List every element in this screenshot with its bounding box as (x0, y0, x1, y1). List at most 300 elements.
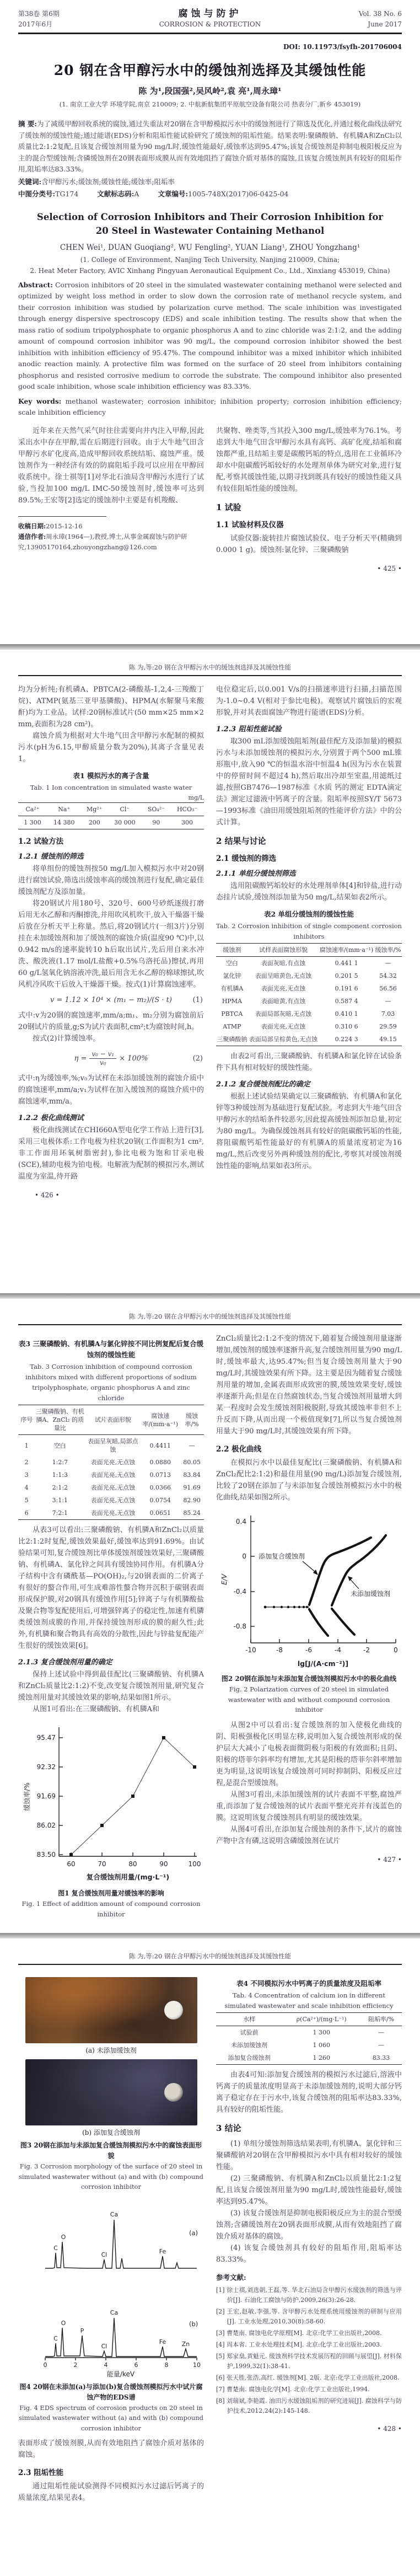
y-tick-label: 91.69 (36, 1792, 56, 1800)
data-point (193, 1765, 196, 1769)
screen-intro-paragraph: 选用阻碳酸钙垢较好的水处理剂单体[4]和锌盐,进行动态挂片试验,缓蚀剂添加量为50 mg/L,结果如表2所示。 (216, 882, 402, 902)
section-1-2-2-heading: 1.2.2 极化曲线测试 (18, 1114, 84, 1122)
references-heading: 参考文献: (216, 2273, 246, 2282)
cell: 83.33 (360, 2052, 402, 2065)
cell: 1 060 (313, 2042, 330, 2049)
journal-volume-en (308, 9, 402, 30)
reference-item: [8] 刘瑞斌,李艳霞. 油田污水缓蚀阻垢剂的研究进展[J]. 腐蚀科学与防护技术,2012,24(2):145-148. (216, 2397, 402, 2414)
footnote-rule (18, 516, 106, 517)
cell: 1:1:3 (52, 1471, 68, 1479)
cell: 80.05 (183, 1459, 201, 1466)
x-tick-label: 90 (159, 1860, 168, 1868)
cell: 添加复合缓蚀剂 (216, 2052, 282, 2065)
fig4-analysis-paragraph-2: 表面形成了缓蚀剂膜,从而有效地阻挡了腐蚀介质对基体的腐蚀。 (18, 2439, 204, 2459)
figure-1-caption-cn: 图1 复合缓蚀剂用量对缓蚀率的影响 (58, 1889, 164, 1897)
x-tick-label: 0 (394, 1646, 398, 1654)
table-row (216, 995, 402, 1008)
cell: 表面灰暗,有点蚀 (261, 960, 306, 967)
table-4-title: 表4 不同模拟污水中钙离子的质量浓度及阻垢率 (236, 1979, 382, 1988)
header-rule (18, 33, 402, 34)
panel-label-a: (a) (189, 2229, 198, 2237)
arrow-head (348, 1576, 353, 1581)
equation-2-fraction (89, 1050, 116, 1067)
table-header-row (18, 1405, 204, 1435)
x-tick-label: 8 (164, 2361, 168, 2369)
coupon-hole (164, 2083, 183, 2102)
x-tick-label: 80 (128, 1860, 137, 1868)
section-1-2-3-heading: 1.2.3 阻垢性能试验 (216, 725, 282, 733)
table-3-header: 序号 (18, 1405, 35, 1435)
fig4-analysis-paragraph-1: 从图4可看出,在添加复合缓蚀剂的条件下,试片的腐蚀产物中含有磷,这说明含磷缓蚀剂在试片 (216, 1825, 402, 1845)
reference-item: [4] 周本省. 工业水处理技术[M]. 北京:化学工业出版社,2003. (216, 2341, 382, 2348)
section-1-1-heading: 1.1 试验材料及仪器 (216, 520, 284, 529)
y-tick-label: 86.02 (36, 1822, 56, 1829)
equation-2-lhs: η = (74, 1054, 87, 1063)
screening-paragraph-2: 将20钢试片用180号、320号、600号砂纸逐级打磨后用无水乙醇和丙酮擦洗,并用吹风机吹干,放入干燥器干燥后放在分析天平上称量。然后,将20钢试片(一组3片)分别挂在未加缓蚀剂和加了缓蚀剂的腐蚀介质(温度90 ℃)中,以0.942 m/s的速率旋转10 h后取出试片,先后用自来水冲洗、酸洗液(1.17 mol/L盐酸+0.5%乌洛托品)擦拭,再用60 g/L氢氧化钠溶液冲洗,最后用含无水乙醇的棉球擦拭,吹风机冷风吹干后放入干燥器干燥。按式(1)计算腐蚀速率。 (18, 899, 204, 989)
cell: 2:1:2 (52, 1484, 68, 1491)
doc-code-label: 文献标志码: (97, 190, 134, 198)
footnote-date-label: 收稿日期: (18, 522, 46, 530)
cell: 1 260 (282, 2052, 360, 2065)
peak-label: Fe (159, 2338, 166, 2345)
cell: 7.03 (381, 1010, 395, 1017)
table-row (216, 1033, 402, 1046)
fig1-analysis-paragraph: ZnCl₂质量比2:1:2不变的情况下,随着复合缓蚀剂用量逐渐增加,缓蚀剂的缓蚀率逐渐升高,复合缓蚀剂用量为90 mg/L时,缓蚀率最大,达95.47%;但当复合缓蚀剂用量大于90 mg/L时,其缓蚀效果有所下降。这主要是因为随着复合缓蚀剂用量的增加,金属表面形成致密的膜,缓蚀效果变好,缓蚀率逐渐升高;但是在自然腐蚀状态,当复合缓蚀剂用量增大到某一程度时会发生缓蚀剂阳极脱附,导致其缓蚀率非但不上升反而下降,从而出现一个极值现象[7],所以当复合缓蚀剂用量大于90 mg/L时,其缓蚀效果有所下降。 (216, 1335, 402, 1436)
reference-item: [7] 曹楚南. 腐蚀电化学[M]. 北京:化学工业出版社,1994. (216, 2386, 370, 2393)
eds-trace-a (45, 2220, 197, 2268)
cell: 表面光亮,无点蚀 (90, 1471, 136, 1479)
figure-3-photo-without-inhibitor (25, 1977, 197, 2043)
journal-title-cn: 腐蚀与防护 (178, 8, 242, 19)
cell: 表面呈暗黄色,无点蚀 (255, 972, 312, 979)
english-keywords (18, 396, 402, 419)
peak-label: P (80, 2327, 84, 2334)
figure-4-caption-en: Fig. 4 EDS spectrum of corrosion products on 20 steel in simulated wastewater without (a) and with (b) compound corrosion inhibitor (18, 2403, 204, 2432)
cell: 0.0366 (149, 1484, 171, 1491)
journal-volume-cn (18, 9, 112, 30)
cell: 表面局部灰暗,无点蚀 (255, 1010, 312, 1017)
cell: 1:2:7 (52, 1459, 68, 1466)
equation-2-tail: × 100% (119, 1054, 148, 1063)
reference-item: [3] 曹楚南. 腐蚀电化学原理[M]. 北京:化学工业出版社,2008. (216, 2329, 382, 2337)
x-axis-label: lg[J/(A·cm⁻²)] (297, 1659, 349, 1668)
cell: 54.32 (379, 972, 397, 979)
reference-item: [2] 王宏,赵敏,李强,等. 含甲醇污水处理系统用缓蚀剂的研制与应用[J]. 工业水处理,2010,30(8):58-60. (216, 2308, 402, 2325)
table-2-header: 试样表面腐蚀形貌 (248, 944, 319, 957)
table-1-cell: 14 380 (47, 816, 82, 829)
table-header-row (18, 803, 204, 816)
cell: 试验前 (240, 2029, 259, 2036)
intro-paragraph-left: 近年来在天然气采气时往往需要向井内注入甲醇,因此采出水中存在甲醇,需在后期进行回收。由于大牛地气田含甲醇污水矿化度高,造成甲醇回收系统结垢、腐蚀严重。缓蚀剂作为一种经济有效的防腐阻垢手段可以应用在甲醇回收系统中。徐士祺等[1]对华北石油局含甲醇污水进行了试验,当投加100 mg/L IMC-50缓蚀剂时,缓蚀率可达到89.5%;王宏等[2]选定的缓蚀剂中主要是有机羧酸、 (18, 426, 204, 505)
data-point (162, 1736, 165, 1739)
page-4 (0, 1938, 420, 2576)
figure-2-caption-en: Fig. 2 Polarization curves of 20 steel in simulated wastewater with and without compound corrosion inhibitor (228, 1685, 390, 1713)
table-1-header: Cl⁻ (107, 803, 142, 816)
materials-continued: 均为分析纯;有机磷A、PBTCA(2-磷酸基-1,2,4-三羧酸丁烷)、ATMP(氨基三亚甲基膦酸)、HPMA(水解聚马来酸酐)均为工业品。试样:20钢标准试片(50 mm×25 mm×2 mm,表面积为28 cm²)。 (18, 685, 204, 729)
table-1-header: Ca²⁺ (18, 803, 47, 816)
cell: 3:1:1 (52, 1497, 68, 1504)
cell: 56.56 (379, 985, 397, 992)
screening-paragraph-1: 将单组份的缓蚀剂按50 mg/L加入模拟污水中对20钢进行腐蚀试验,筛选出缓蚀率高的缓蚀剂进行复配,确定最佳缓蚀剂配方及添加量。 (18, 865, 204, 896)
cell: 5 (24, 1497, 29, 1504)
cell: 85.24 (180, 1507, 204, 1520)
cell: 0.0713 (149, 1471, 171, 1479)
cell: 7:2:1 (35, 1507, 85, 1520)
section-2-3-heading: 2.3 阻垢性能 (18, 2468, 64, 2477)
english-abstract-label: Abstract: (18, 280, 53, 289)
table-1 (18, 802, 204, 829)
cell: 有机膦A (220, 985, 244, 992)
x-tick-label: -6 (305, 1646, 312, 1654)
cell: 91.69 (183, 1484, 201, 1491)
journal-vol-issue: 第38卷 第6期 (18, 10, 60, 18)
section-3-heading: 3 结论 (216, 2123, 241, 2133)
x-axis-label: 复合缓蚀剂用量/(mg·L⁻¹) (86, 1873, 169, 1881)
figure-2-chart (217, 1508, 401, 1670)
figure-4-caption-cn: 图4 20钢在未添加(a)与添加(b)复合缓蚀剂模拟污水中试片腐蚀产物的EDS谱 (19, 2382, 203, 2401)
table-3 (18, 1405, 204, 1520)
table-row (18, 1494, 204, 1507)
figure-3-photo-with-inhibitor (25, 2059, 197, 2125)
x-tick-label: -8 (276, 1646, 283, 1654)
panel-label-b: (b) (189, 2320, 198, 2328)
cell: 6 (18, 1507, 35, 1520)
conclusion-item: (3) 该复合缓蚀剂是抑制电极阳极反应为主的混合型缓蚀剂;含磷缓蚀剂在20钢表面形成膜,从而有效地阻挡了腐蚀介质对基体的腐蚀。 (216, 2209, 402, 2241)
doi: DOI: 10.11973/fsyfh-201706004 (283, 43, 402, 51)
table-2-header: 缓蚀剂 (216, 944, 248, 957)
footnote-author-label: 通信作者: (18, 532, 46, 540)
peak-label: Cl (101, 2251, 107, 2258)
journal-header (18, 9, 402, 30)
cell: — (385, 998, 391, 1005)
table-1-header: HCO₃⁻ (170, 803, 204, 816)
table-1-title: 表1 模拟污水的离子含量 (73, 772, 149, 780)
table-1-header: Na⁺ (47, 803, 82, 816)
cell: 0.410 1 (335, 1010, 358, 1017)
classification-line (18, 189, 402, 200)
figure-1-chart (20, 1720, 202, 1885)
table-1-cell: 300 (170, 816, 204, 829)
table-row (216, 2026, 402, 2039)
cell: 0.0754 (149, 1497, 171, 1504)
english-title: Selection of Corrosion Inhibitors and Their Corrosion Inhibition for 20 Steel in Wastewater Containing Methanol (36, 211, 384, 236)
section-1-2-1-heading: 1.2.1 缓蚀剂的筛选 (18, 853, 84, 861)
footnote-corresponding-author (18, 532, 204, 553)
table-header-row (216, 944, 402, 957)
equation-1-description: 式中:v为20钢的腐蚀速率,mm/a;m₁、m₂分别为腐蚀前后20钢试片的质量,g;S为试片表面积,cm²;t为腐蚀时间,h。 (18, 1011, 204, 1031)
table-1-unit: mg/L (188, 794, 204, 801)
doc-code: A (134, 190, 139, 198)
english-authors: CHEN Wei¹, DUAN Guoqiang², WU Fengling², YUAN Liang¹, ZHOU Yongzhang¹ (60, 243, 360, 252)
x-tick-label: 0 (43, 2361, 47, 2369)
equation-2-numerator: v₀ − v₁ (89, 1050, 116, 1059)
peak-label: Ca (110, 2309, 118, 2316)
table-row (216, 982, 402, 995)
table-3-header: 三聚磷酸钠、有机膦A、ZnCl₂ 的质量比 (35, 1405, 85, 1435)
section-2-2-heading: 2.2 极化曲线 (216, 1445, 262, 1454)
keywords-line (18, 176, 402, 188)
table-row (216, 970, 402, 982)
page-1 (0, 0, 420, 644)
cell: 0.201 5 (335, 972, 358, 979)
section-2-1-heading: 2.1 缓蚀剂的筛选 (216, 854, 277, 863)
table-1-header: SO₄²⁻ (142, 803, 170, 816)
curve-without-inhibitor-cathodic (332, 1609, 354, 1635)
table-4-header: 阻垢率/% (360, 2013, 402, 2026)
reference-item: [5] 郑家燊,黄魁元. 缓蚀剂科学技术发展历程的回顾与展望[J]. 材料保护,1999,32(1):38-41. (216, 2353, 402, 2370)
equation-1 (18, 996, 204, 1004)
table-4-header: 水样 (216, 2013, 282, 2026)
x-tick-label: -4 (335, 1646, 341, 1654)
table-1-cell: 200 (82, 816, 107, 829)
figure-3-caption-cn: 图3 20钢在添加与未添加复合缓蚀剂模拟污水中的腐蚀表面形貌 (20, 2141, 202, 2160)
abstract-label: 摘 要: (18, 120, 37, 128)
polarization-paragraph: 极化曲线测试在CHI660A型电化学工作站上进行[3],采用三电极体系:工作电极为柱状20钢(工作面积为1 cm²,非工作面用环氧树脂密封),参比电极为饱和甘汞电极(SCE),辅助电极为铂电极。电解液为配制的模拟污水,测试温度为室温,待开路 (18, 1126, 204, 1181)
section-2-heading: 2 结果与讨论 (216, 836, 266, 846)
data-point (131, 1795, 134, 1798)
x-tick-label: 70 (97, 1860, 106, 1868)
fig3-analysis-paragraph: 从图3可看出,未添加缓蚀剂的试片表面不平整,腐蚀严重,而添加了复合缓蚀剂的试片表面平整光亮并有浅蓝色的膜。这说明该复合缓蚀剂具有明显的缓蚀效果。 (216, 1790, 402, 1822)
equation-1-body: v = 1.12 × 10⁴ × (m₁ − m₂)/(S · t) (50, 996, 172, 1004)
peak-label: Ca (110, 2210, 118, 2218)
page-number-425: • 425 • (377, 564, 402, 572)
cell: 0.4411 (149, 1442, 171, 1449)
cell: 表面暗黄,有点蚀 (261, 998, 306, 1005)
table-2-header: 缓蚀率/% (374, 944, 402, 957)
curve-label-with-inhibitor: 添加复合缓蚀剂 (259, 1552, 305, 1560)
peak-label: Fe (159, 2247, 166, 2255)
equation-2 (18, 1050, 204, 1067)
running-header-rule (18, 1964, 402, 1965)
equation-2-number: (2) (192, 1054, 203, 1063)
x-tick-label: 6 (134, 2361, 138, 2369)
polarization-result-paragraph: 在模拟污水中以最佳复配比(三聚磷酸钠、有机膦A和ZnCl₂配比2:1:2)和最佳用量(90 mg/L)添加复合缓蚀剂,比较了20钢在添加了与未添加复合缓蚀剂模拟污水中的极化曲线,结果如图2所示。 (216, 1459, 402, 1502)
ratio-paragraph: 根据上述试验结果确定以三聚磷酸钠、有机膦A和氯化锌等3种缓蚀剂为基础进行复配试验。考虑到大牛地气田含甲醇污水的结垢条件较恶劣,因此提高缓蚀剂添加总量,初定为80 mg/L。为确保缓蚀剂具有较好的阻碳酸钙垢的性能,将阻碳酸钙垢性能最好的有机膦A的质量浓度初定为16 mg/L,然后改变另外两种缓蚀剂的配比,考察其对缓蚀剂缓蚀性能的影响,结果如表3所示。 (216, 1092, 402, 1170)
abstract (18, 119, 402, 175)
page4-right-column (216, 1973, 402, 2504)
reference-item: [1] 徐士祺,刘选朝,王磊,等. 华北石油局含甲醇污水缓蚀剂的筛选与评价[J]. 石油化工腐蚀与防护,2009,26(3):26-28. (216, 2286, 402, 2304)
cell: 表面局部呈棕黄色,无点蚀 (248, 1033, 319, 1046)
coupon-hole (164, 2001, 183, 2020)
peak-label: O (61, 2233, 66, 2241)
section-1-2-heading: 1.2 试验方法 (18, 837, 64, 846)
table-header-row (216, 2013, 402, 2026)
conclusion-item: (1) 单组分缓蚀剂筛选结果表明,有机膦A、氯化锌和三聚磷酸钠对20钢在含甲醇模拟污水中具有相对较好的缓蚀性能。 (216, 2140, 402, 2171)
keywords-label: 关键词: (18, 177, 42, 186)
y-tick-label: 95.47 (36, 1734, 56, 1742)
running-header-rule (18, 675, 402, 676)
page3-left-column (18, 1333, 204, 1919)
curve-with-inhibitor-cathodic (309, 1609, 328, 1636)
x-tick-label: 4 (104, 2361, 107, 2369)
x-tick-label: -2 (363, 1646, 370, 1654)
equation-1-number: (1) (192, 996, 203, 1004)
reference-item: [6] 张天胜,张浩,高红. 缓蚀剂[M]. 2版. 北京:化学工业出版社,2008. (216, 2374, 400, 2381)
english-affiliation-2: 2. Heat Meter Factory, AVIC Xinhang Pingyuan Aeronautical Equipment Co., Ltd., Xinxiang 453019, China) (30, 266, 390, 275)
table-3-header: 腐蚀速率/(mm·a⁻¹) (141, 1405, 180, 1435)
cell: 0.0880 (149, 1459, 171, 1466)
table-4-header: ρ(Ca²⁺)/(mg·L⁻¹) (282, 2013, 360, 2026)
cell: HPMA (222, 998, 243, 1005)
page-2 (0, 650, 420, 1293)
running-header: 陈 为,等:20 钢在含甲醇污水中的缓蚀剂选择及其缓蚀性能 (129, 1952, 291, 1960)
table-row (18, 816, 204, 829)
y-tick-label: -0.4 (233, 1588, 246, 1595)
table-1-title-en: Tab. 1 Ion concentration in simulated waste water (30, 784, 192, 791)
materials-paragraph: 试验仪器:旋转挂片腐蚀试验仪、电子分析天平(精确到0.000 1 g)。缓蚀剂:氯化锌、三聚磷酸钠 (216, 534, 402, 554)
peak-label: Zn (181, 2340, 190, 2348)
figure-3-label-a: (a) 未添加缓蚀剂 (85, 2047, 137, 2054)
scale-test-paragraph: 取300 mL添加缓蚀阻垢剂(最佳配方及添加量)的模拟污水与未添加缓蚀剂的模拟污水,分别置于两个500 mL锥形瓶中,放入90 ℃的恒温水浴中恒温4 h(因为污水在装置中的停留时间不超过4 h),然后取出冷却至室温,用滤纸过滤,按照GB7476—1987标准《水质 钙的测定 EDTA滴定法》测定过滤液中钙离子的含量。阻垢率按照SY/T 5673—1993标准《油田用缓蚀阻垢剂的性能评价方法》中的公式计算。 (216, 737, 402, 827)
table-row (216, 957, 402, 970)
cell: 表面光亮,无点蚀 (85, 1507, 141, 1520)
footnote-date: 2015-12-16 (46, 522, 83, 530)
x-axis-label: 能量/keV (106, 2370, 134, 2378)
cell: 未添加缓蚀剂 (231, 2042, 268, 2049)
cell: 三聚磷酸钠 (216, 1033, 248, 1046)
polarization-continued: 电位稳定后,以0.001 V/s的扫描速率进行扫描,扫描范围为-1.0~0.4 V(相对于参比电极)。观察试片腐蚀后的宏观形貌,并对其表面腐蚀产物进行能谱(EDS)分析。 (216, 685, 402, 717)
english-affiliation-1: (1. College of Environment, Nanjing Tech University, Nanjing 210009, China; (80, 255, 340, 264)
table-row (18, 1456, 204, 1469)
page1-left-column (18, 425, 204, 572)
cell: 表面光亮,无点蚀 (90, 1497, 136, 1504)
article-no: 1005-748X(2017)06-0425-04 (188, 190, 289, 198)
cell: 0.191 6 (335, 985, 358, 992)
table-4-title-en: Tab. 4 Concentration of calcium ion in different simulated wastewater and scale inhibition efficiency (224, 1991, 394, 2010)
keywords-text: 含甲醇污水;缓蚀剂;缓蚀性能;缓蚀率;阻垢率 (41, 177, 175, 186)
x-tick-label: 10 (192, 2361, 201, 2369)
footnote-author: 周永璋(1964—),教授,博士,从事金属腐蚀与防护研究,13905170164,zhouyongzhang@126.com (18, 532, 187, 551)
data-point (69, 1853, 73, 1856)
english-abstract-text: Corrosion inhibitors of 20 steel in the simulated wastewater containing methanol were selected and optimized by weight loss method in order to slow down the corrosion rate of methanol recycle system, and their corrosion inhibition was studied by polarization curve method. The scale inhibition was investigated through energy dispersive spectroscopy (EDS) and scale inhibition testing. The results show that when the mass ratio of sodium tripolyphosphate to organic phosphorus A and to zinc chloride was 2:1:2, and the adding amount of compound corrosion inhibitor was 90 mg/L, the compound corrosion inhibitor showed the best inhibition with inhibition efficiency of 95.47%. The compound inhibitor was a mixed inhibitor which inhibited anodic reaction mainly. A protective film was formed on the surface of 20 steel from inhibitors containing phosphorus and resisted corrosive medium to corrode the substrate. The compound inhibitor also presented good scale inhibition, whose scale inhibition efficiency was 83.33%. (18, 281, 402, 390)
y-tick-label: 83.50 (36, 1851, 56, 1859)
figure-3-caption-en: Fig. 3 Corrosion morphology of the surface of 20 steel in simulated wastewater without (a) and with (b) compound corrosion inhibitor (18, 2162, 204, 2191)
running-header-rule (18, 1324, 402, 1325)
eds-trace-b (45, 2318, 197, 2357)
scale-intro-paragraph: 通过阻垢性能试验测得不同模拟污水过滤后钙离子的质量浓度,结果见表4。 (18, 2482, 204, 2502)
y-axis-label: 缓蚀率/% (23, 1782, 31, 1811)
cell: 0.441 1 (335, 960, 358, 967)
table-3-title-en: Tab. 3 Corrosion inhibition of compound corrosion inhibitors mixed with different proportions of sodium tripolyphosphate, organic phosphorus A and zinc chloride (25, 1363, 197, 1402)
cell: PBTCA (221, 1010, 243, 1017)
journal-date-cn: 2017年6月 (18, 20, 53, 28)
equation-2-lead: 按式(2)计算缓蚀率。 (33, 1035, 100, 1043)
data-point (100, 1824, 104, 1827)
cell: 氯化锌 (223, 972, 241, 979)
x-tick-label: 100 (188, 1860, 201, 1868)
page-number-428: • 428 • (377, 2425, 402, 2433)
table-2-title: 表2 单组分缓蚀剂的缓蚀性能 (263, 910, 354, 918)
cell: — (378, 2042, 385, 2049)
table-row (216, 1008, 402, 1020)
table-3-remark: 从表3可以看出:三聚磷酸钠、有机膦A和ZnCl₂以质量比2:1:2时复配,缓蚀效果最好,缓蚀率达到91.69%。由试验结果可知,复合缓蚀剂比单体缓蚀剂缓蚀效果好,三聚磷酸钠、有机磷A、氯化锌之间具有缓蚀协同作用。有机膦A分子结构中含有磷酰基—PO(OH)₂,与20钢表面的二价离子有很好的螯合作用,可生成难溶性螯合物并沉积于碳钢表面形成保护膜,对20钢具有缓蚀作用[5];锌离子与有机膦酸盐及聚合物等复配使用后,可增强锌离子的稳定性,加速有机膦类缓蚀剂成膜的作用,并保持缓蚀剂形成的膜的耐久性;此外,有机膦和聚合物具有高效的分散性,因此与锌盐复配能产生很好的缓蚀效果[6]。 (18, 1526, 204, 1650)
page-3 (0, 1299, 420, 1933)
cell: ATMP (223, 1023, 241, 1030)
table-2-header: 腐蚀速率/(mm·a⁻¹) (319, 944, 374, 957)
intro-paragraph-right: 共聚物、唑类等,当其投入300 mg/L,缓蚀率为76.1%。考虑到大牛地气田含甲醇污水具有高钙、高矿化度,结垢和腐蚀都严重,且结垢主要是碳酸钙垢的特点,选用在工业循环冷却水中阻碳酸钙垢较好的水处理剂单体为研究对象,进行复配,考察其缓蚀性能,以期寻找到既具有较好的缓蚀性能又具有较佳阻垢性能的缓蚀剂。 (216, 426, 402, 493)
cell: 83.84 (183, 1471, 201, 1479)
page4-left-column (18, 1973, 204, 2504)
y-tick-label: -0.8 (233, 1622, 246, 1630)
cell: 空白 (53, 1442, 66, 1449)
article-title: 20 钢在含甲醇污水中的缓蚀剂选择及其缓蚀性能 (53, 62, 367, 78)
cell: 表面光亮,无点蚀 (261, 1023, 306, 1030)
clc-number: TG174 (55, 190, 79, 198)
cell: 空白 (225, 960, 238, 967)
table-1-cell: 30 000 (107, 816, 142, 829)
y-tick-label: 0 (242, 1552, 246, 1560)
x-tick-label: 60 (66, 1860, 76, 1868)
abstract-text: 为了减缓甲醇回收系统的腐蚀,通过失重法对20钢在含甲醇模拟污水中的缓蚀剂进行了筛选及优化,并通过极化曲线法研究了缓蚀剂的缓蚀性能;通过能谱(EDS)分析和阻垢性能试验研究了缓蚀剂的阻垢性能。结果表明:聚磷酸钠、有机膦A和ZnCl₂以质量比2:1:2复配,且该复合缓蚀剂用量为90 mg/L时,缓蚀性能最好,缓蚀率达到95.47%;该复合缓蚀剂是抑制电极阳极反应为主的混合型缓蚀剂;含磷缓蚀剂在20钢表面形成膜从而有效地阻挡了腐蚀介质对基体的腐蚀,且该复合缓蚀剂具有较好的阻垢作用,阻垢率达83.33%。 (18, 120, 402, 173)
cell: 82.90 (183, 1497, 201, 1504)
peak-label: C (53, 2334, 58, 2342)
journal-date-en: June 2017 (368, 20, 402, 28)
curve-label-without-inhibitor: 未添加缓蚀剂 (351, 1590, 391, 1598)
page-divider (0, 1933, 420, 1938)
cell: — (385, 960, 391, 967)
english-abstract (18, 280, 402, 393)
figure-4-eds-chart (20, 2197, 202, 2379)
x-tick-label: 2 (73, 2361, 77, 2369)
cell: — (189, 1442, 195, 1449)
english-keywords-text: methanol wastewater; corrosion inhibitor; inhibition property; corrosion inhibition efficiency; scale inhibition efficiency (18, 397, 402, 416)
journal-title-block (112, 9, 308, 30)
table-3-header: 缓蚀率/% (180, 1405, 204, 1435)
table-4 (216, 2012, 402, 2065)
cell: 0.587 4 (335, 998, 358, 1005)
fig1-lead-paragraph: 从图1可看出:在三聚磷酸钠、有机膦A和 (33, 1705, 160, 1713)
cell: 2 (24, 1459, 29, 1466)
table-3-header: 试片表面形貌 (85, 1405, 141, 1435)
y-tick-label: 0.4 (235, 1518, 246, 1525)
cell: 表面呈灰暗,局部点蚀 (88, 1438, 138, 1453)
cell: — (378, 2029, 385, 2036)
table-row (18, 1507, 204, 1520)
section-2-1-3-heading: 2.1.3 复合缓蚀剂用量的确定 (18, 1658, 112, 1667)
footnote-received-date (18, 521, 204, 532)
english-keywords-label: Key words: (18, 397, 62, 405)
section-2-1-1-heading: 2.1.1 单组分缓蚀剂筛选 (216, 870, 296, 878)
table-row (18, 1469, 204, 1481)
cell: 4 (24, 1484, 29, 1491)
cell: 表面光亮,无点蚀 (90, 1484, 136, 1491)
medium-paragraph: 腐蚀介质为根据对大牛地气田含甲醇污水配制的模拟污水(pH为6.15,甲醇质量分数为20%),其离子含量见表1。 (18, 732, 204, 763)
page1-right-column (216, 425, 402, 572)
table-1-header: Mg²⁺ (82, 803, 107, 816)
figure-1-caption-en: Fig. 1 Effect of addition amount of compound corrosion inhibitor (21, 1900, 201, 1918)
page-number-427: • 427 • (377, 1855, 402, 1863)
table-1-cell: 1 300 (18, 816, 47, 829)
clc-label: 中图分类号: (18, 190, 56, 198)
table-row (216, 2052, 402, 2065)
table-row (216, 1020, 402, 1033)
peak-label: Cl (101, 2342, 107, 2350)
table-2-remark: 由表2可看出,三聚磷酸钠、有机膦A和氯化锌在试验条件下具有相对较好的缓蚀性能。 (216, 1052, 402, 1072)
table-1-cell: 90 (142, 816, 170, 829)
peak-label: O (61, 2319, 66, 2327)
cell: 1 300 (313, 2029, 330, 2036)
figure-3-label-b: (b) 添加复合缓蚀剂 (82, 2129, 140, 2136)
cell: 0.0651 (141, 1507, 180, 1520)
cell: 49.15 (374, 1033, 402, 1046)
table-3-title: 表3 三聚磷酸钠、有机膦A与氯化锌按不同比例复配后复合缓蚀剂的缓蚀性能 (18, 1340, 204, 1359)
cell: 1 (24, 1442, 29, 1449)
conclusion-item: (4) 该复合缓蚀剂具有较好的阻垢作用,阻垢率达83.33%。 (216, 2244, 402, 2264)
authors: 陈 为¹,段国强²,吴风岭²,袁 亮¹,周永璋¹ (138, 86, 282, 96)
section-1-heading: 1 试验 (216, 502, 241, 512)
scale-result-paragraph: 由表4可知:添加复合缓蚀剂的模拟污水过滤后,溶液中钙离子的质量浓度明显高于未添加缓蚀剂的,说明大部分钙离子稳定存在于污水中,该复合缓蚀剂的阻垢率达83.33%,具有较好的阻垢性能。 (216, 2071, 402, 2114)
equation-2-description: 式中:η为缓蚀率,%;v₀为试样在未添加缓蚀剂的腐蚀介质中的腐蚀速率,mm/a;v₁为试样在加入缓蚀剂的腐蚀介质中的腐蚀速率,mm/a。 (18, 1074, 204, 1106)
